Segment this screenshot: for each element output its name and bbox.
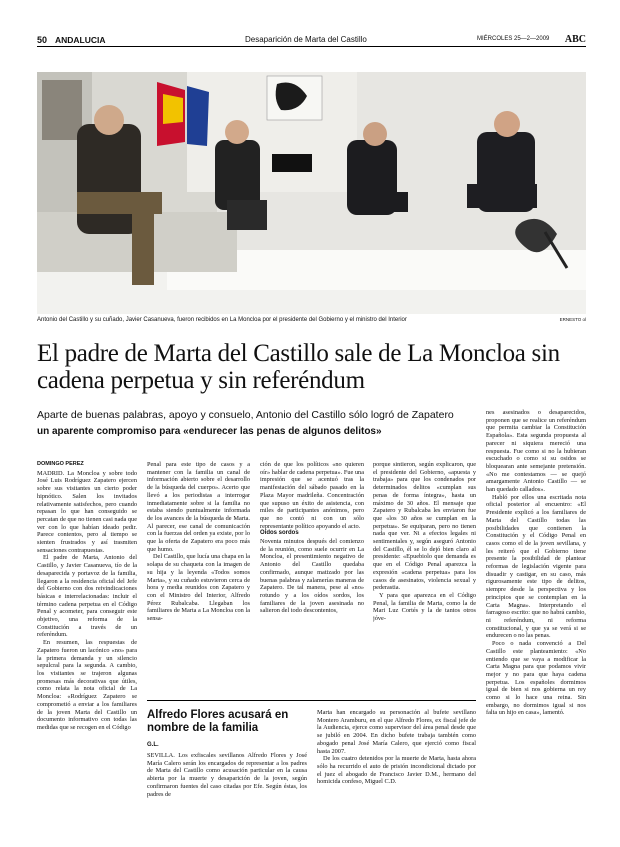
article-headline: El padre de Marta del Castillo sale de La Moncloa sin cadena perpetua y sin referéndum xyxy=(37,340,560,394)
sidebar-rule xyxy=(147,700,476,701)
sidebar-paragraph: SEVILLA. Los exfiscales sevillanos Alfredo Flores y José María Calero serán los encargados de representar a los padres de Marta del Castillo como acusación particular en la causa abierta por la muerte y desaparición de la joven, según confirmaron fuentes del caso citadas por Efe. Según éstas, los padres de xyxy=(147,752,307,798)
article-paragraph: Habló por ellos una escritada nota oficial posterior al encuentro: «El Presidente explicó a los familiares de Marta del Castillo todas las posibilidades que contienen la Constitución y el Código Penal en casos como el de la joven sevillana, y les reiteró que el Gobierno tiene presente la posibilidad de plantear reformas de legislación vigente para disuadir y castigar, en su caso, más rigurosamente este tipo de delitos, siempre desde la perspectiva y los principios que se contemplan en la Carta Magna». Interpretando el farragoso escrito: que no habrá cambio, ni referéndum, ni reforma constitucional, y que ya se verá si se endurecen o no las penas. xyxy=(486,493,586,640)
article-paragraph: Y para que aparezca en el Código Penal, la familia de Marta, como la de Mari Luz Cortés y la de tantos otros jóve- xyxy=(373,591,476,623)
sidebar-paragraph: De los cuatro detenidos por la muerte de Marta, hasta ahora sólo ha recurrido el auto de prisión incondicional dictado por el juez el abogado de Francisco Javier D.M., hermano del homicida confeso, Miguel C.D. xyxy=(317,755,476,786)
article-paragraph: Penal para este tipo de casos y a mantener con la familia un canal de información abierto sobre el desarrollo de la búsqueda del cuerpo». Acerto que llevó a los periodistas a interrogar inmediatamente sobre si la familia no estaba siendo puntualmente informada de los avances de la búsqueda de Marta. Al parecer, ese canal de comunicación con la fuerzas del orden ya existe, por lo que la oferta de Zapatero era poco más que humo. xyxy=(147,461,250,553)
article-paragraph: En resumen, las respuestas de Zapatero fueron un lacónico «no» para la primera demanda y un silencio sepulcral para la segunda. A cambio, los visitantes se trajeron algunas promesas más decorativas que útiles, como relata la nota oficial de La Moncloa: «Rodríguez Zapatero se comprometió a enviar a los familiares de la joven Marta del Castillo un documento informativo con todas las medidas que se recogen en el Código xyxy=(37,639,137,731)
issue-date: MIÉRCOLES 25—2—2009 xyxy=(477,36,550,42)
sidebar-paragraph: Marta han encargado su personación al bufete sevillano Montero Aramburu, en el que Alfredo Flores, ex fiscal jefe de la Audiencia, ejerce como supervisor del área penal desde que se jubiló en 2004. En dicho bufete trabaja también como abogado penal José María Calero, que ejerció como fiscal hasta 2007. xyxy=(317,709,476,755)
article-byline: DOMINGO PÉREZ xyxy=(37,461,84,467)
article-paragraph: Del Castillo, que lucía una chapa en la solapa de su chaqueta con la imagen de su hija y la leyenda «Todos somos Marta», y su cuñado estuvieron cerca de hora y media reunidos con Zapatero y con el Ministro del Interior, Alfredo Pérez Rubalcaba. Llegaban los familiares de Marta a La Moncloa con la sensa- xyxy=(147,553,250,623)
article-paragraph: MADRID. La Moncloa y sobre todo José Luis Rodríguez Zapatero ejercen sobre sus visitantes un cierto poder hipnótico. Salen los invitados relativamente satisfechos, pero cuando repasan lo que han conseguido se percatan de que no tienen casi nada que ver con lo que habían ideado pedir. Parece contentos, pero al tiempo se sienten frustrados y así trasmiten sensaciones contrapuestas. xyxy=(37,469,137,554)
article-column-4 xyxy=(373,461,476,695)
article-column-1 xyxy=(37,461,137,843)
article-paragraph: Poco o nada convenció a Del Castillo este planteamiento: «No entiendo que se vaya a modificar la Carta Magna para que podamos vivir mejor y no para que haya cadena perpetua. Los españoles dormimos igual de bien si nos gobierna un rey como si lo hace una reina. Sin embargo, no dormimos igual si nos falta un hijo en casa», lamentó. xyxy=(486,640,586,717)
article-subtitle: Aparte de buenas palabras, apoyo y consuelo, Antonio del Castillo sólo logró de Zapatero xyxy=(37,409,454,421)
sidebar-headline: Alfredo Flores acusará en nombre de la familia xyxy=(147,709,289,734)
masthead-logo: ABC xyxy=(564,34,586,45)
article-column-3 xyxy=(260,461,364,695)
article-paragraph: nes asesinados o desaparecidos, proponen que se realice un referéndum que permita cambiar la Constitución Española». Esta segunda propuesta al parecer ni siquiera mereció una respuesta. Fue como si no la hubieran escuchado o como si su osidos se bloquearan ante semejante pretensión. «No me contestamos — se quejó amargamente Antonio Castillo — se han quedado callados». xyxy=(486,409,586,494)
photo-illustration xyxy=(37,72,586,314)
sidebar-signature: G.L. xyxy=(147,742,159,748)
section-label: ANDALUCIA xyxy=(55,35,106,45)
page-number: 50 xyxy=(37,35,48,45)
topic-label: Desaparición de Marta del Castillo xyxy=(245,35,367,44)
article-paragraph: ción de que los políticos «no quieren oír» hablar de cadena perpetua». Fue una impresión que se acentuó tras la manifestación del sábado pasado en la Plaza Mayor madrileña. Concentración que supuso un éxito de asistencia, con miles de participantes anónimos, pero que no contó ni con un sólo representante político apoyando el acto. xyxy=(260,461,364,530)
article-paragraph: porque sintieron, según explicaron, que el presidente del Gobierno, «apuesta y trabaja» para que los condenados por determinados delitos «cumplan sus penas de forma íntegra», hasta un máximo de 30 años. El mensaje que Zapatero y Rubalcaba les enviaron fue que «los 30 años se cumplan en la perpetua». Se equiparan, pero no tienen nada que ver. Ni a efectos legales ni sentimentales y, según aseguró Antonio del Castillo, él se lo dejó bien claro al presidente: «Epuebiolo que demanda es que en el Código Penal aparezca la expresión «cadena perpetua» para los casos de asesinatos, violencia sexual y pederastia. xyxy=(373,461,476,592)
article-paragraph: El padre de Marta, Antonio del Castillo, y Javier Casanueva, tío de la desaparecida y portavoz de la familia, llegaron a la residencia oficial del Jefe del Gobierno con dos reivindicaciones básicas e interrelacionadas: incluir el término cadena perpetua en el Código Penal y acometer, para conseguir este objetivo, una reforma de la Constitución a través de un referéndum. xyxy=(37,554,137,639)
photo-caption: Antonio del Castillo y su cuñado, Javier Casanueva, fueron recibidos en La Moncloa por el presidente del Gobierno y el ministro del Interior xyxy=(37,317,407,323)
page-header xyxy=(37,35,586,47)
photo-credit: ERNESTO ol xyxy=(559,317,586,322)
header-rule xyxy=(37,46,586,47)
news-photo xyxy=(37,72,586,314)
sidebar-column-2 xyxy=(317,709,476,843)
sidebar-column-1 xyxy=(147,752,307,843)
article-column-5 xyxy=(486,409,586,843)
article-column-2 xyxy=(147,461,250,695)
article-subheading: Oídos sordos xyxy=(260,530,299,537)
article-paragraph: Noventa minutos después del comienzo de la reunión, como suele ocurrir en La Moncloa, el presentimiento negativo de Antonio del Castillo quedaba confirmado, aunque matizado por las buenas palabras y zalamerías maneras de Zapatero. De tal manera, pese al «no» rotundo y a los oídos sordos, los familiares de la joven asesinada no salieron del todo descontentos, xyxy=(260,538,364,615)
article-subtitle-bold: un aparente compromiso para «endurecer las penas de algunos delitos» xyxy=(37,426,382,437)
